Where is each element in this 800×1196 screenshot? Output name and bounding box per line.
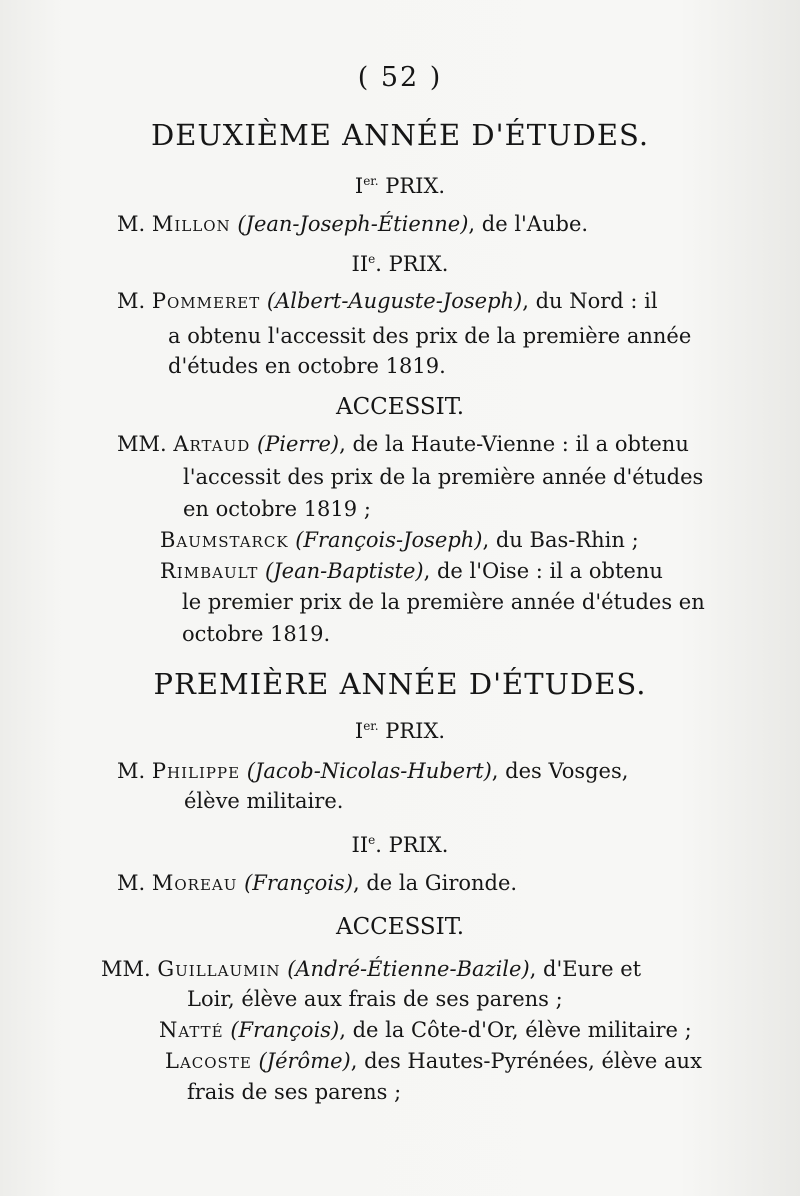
entry-artaud-line2: l'accessit des prix de la première année d'études: [183, 465, 704, 489]
entry-baumstarck: Baumstarck (François-Joseph), du Bas-Rhin ;: [160, 528, 639, 552]
entry-rimbault-line2: le premier prix de la première année d'études en: [182, 590, 705, 614]
entry-guillaumin-line1: MM. Guillaumin (André-Étienne-Bazile), d'Eure et: [101, 957, 642, 981]
entry-philippe-line2: élève militaire.: [184, 789, 344, 813]
entry-pommeret-line1: M. Pommeret (Albert-Auguste-Joseph), du Nord : il: [117, 289, 658, 313]
accessit-heading-1: ACCESSIT.: [335, 394, 465, 420]
entry-lacoste-line1: Lacoste (Jérôme), des Hautes-Pyrénées, élève aux: [165, 1049, 702, 1073]
entry-rimbault-line3: octobre 1819.: [182, 622, 331, 646]
first-prize-heading-2: $I^{er.}$ PRIX.: [354, 719, 446, 743]
entry-millon: M. Millon (Jean-Joseph-Étienne), de l'Aube.: [117, 212, 589, 236]
entry-artaud-line3: en octobre 1819 ;: [183, 497, 371, 521]
entry-pommeret-line3: d'études en octobre 1819.: [168, 354, 446, 378]
section-title-premiere: PREMIÈRE ANNÉE D'ÉTUDES.: [153, 667, 647, 701]
entry-guillaumin-line2: Loir, élève aux frais de ses parens ;: [187, 987, 563, 1011]
entry-natte: Natté (François), de la Côte-d'Or, élève militaire ;: [159, 1018, 692, 1042]
entry-rimbault-line1: Rimbault (Jean-Baptiste), de l'Oise : il a obtenu: [160, 559, 663, 583]
entry-pommeret-line2: a obtenu l'accessit des prix de la première année: [168, 324, 692, 348]
first-prize-heading: $I^{er.}$ PRIX.: [354, 174, 446, 198]
entry-lacoste-line2: frais de ses parens ;: [187, 1080, 402, 1104]
page-number: ( 52 ): [357, 62, 443, 93]
section-title-deuxieme: DEUXIÈME ANNÉE D'ÉTUDES.: [150, 118, 650, 152]
second-prize-heading-2: IIe. PRIX.: [351, 833, 449, 857]
entry-artaud-line1: MM. Artaud (Pierre), de la Haute-Vienne : il a obtenu: [117, 432, 689, 456]
entry-moreau: M. Moreau (François), de la Gironde.: [117, 871, 518, 895]
second-prize-heading: IIe. PRIX.: [351, 252, 449, 276]
accessit-heading-2: ACCESSIT.: [335, 914, 465, 940]
entry-philippe-line1: M. Philippe (Jacob-Nicolas-Hubert), des Vosges,: [117, 759, 629, 783]
